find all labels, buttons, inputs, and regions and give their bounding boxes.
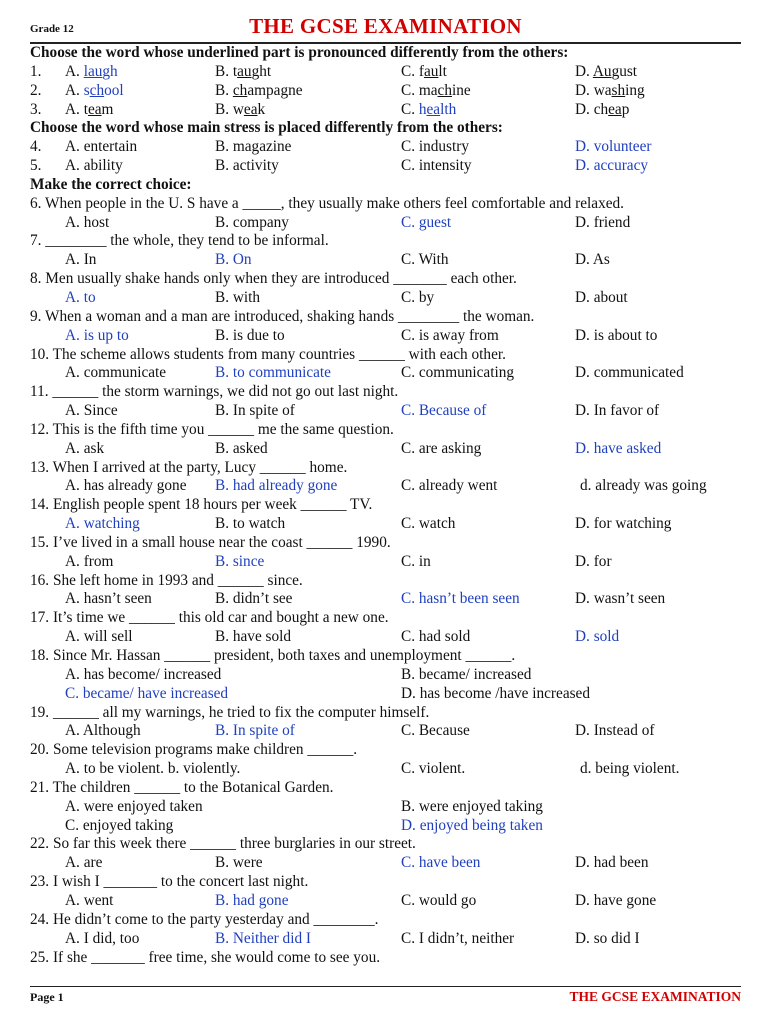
question-stem: 6. When people in the U. S have a _____, they usually make others feel comfortable and relaxed. [30,194,624,212]
option-b: B. activity [215,157,279,175]
question-stem: 21. The children ______ to the Botanical Garden. [30,778,334,796]
option-c: C. machine [401,81,471,99]
question-stem: 15. I’ve lived in a small house near the coast ______ 1990. [30,533,391,551]
option-b: B. Neither did I [215,929,312,947]
option-d: D. Instead of [575,722,655,740]
option-b: B. had gone [215,891,289,909]
question-number: 1. [30,62,42,80]
option-d: D. so did I [575,929,640,947]
options-row [30,666,741,685]
option-a: A. are [65,854,103,872]
option-d: D. accuracy [575,157,649,175]
options-row [30,930,741,949]
option-a: A. went [65,891,114,909]
option-c: C. had sold [401,628,471,646]
option-b: B. is due to [215,326,285,344]
option-c: C. Because of [401,402,487,420]
option-c: C. guest [401,213,452,231]
option-d: D. cheap [575,100,630,118]
options-row [30,685,741,704]
options-row [30,798,741,817]
option-b: B. company [215,213,289,231]
option-c: C. enjoyed taking [65,816,174,834]
question-stem: 17. It’s time we ______ this old car and bought a new one. [30,609,389,627]
page-title: THE GCSE EXAMINATION [249,14,522,38]
option-b: B. became/ increased [401,665,532,683]
option-b: B. with [215,288,261,306]
option-a: A. were enjoyed taken [65,797,203,815]
options-row [30,817,741,836]
option-b: B. were [215,854,263,872]
question-stem: 14. English people spent 18 hours per week ______ TV. [30,496,373,514]
footer-title: THE GCSE EXAMINATION [569,989,741,1004]
option-d: D. has become /have increased [401,684,591,702]
option-a: A. to be violent. b. violently. [65,760,241,778]
options-row [30,364,741,383]
section-heading-choice: Make the correct choice: [30,175,192,193]
option-d: D. wasn’t seen [575,590,666,608]
question-number: 4. [30,138,42,156]
question-stem: 8. Men usually shake hands only when they are introduced _______ each other. [30,270,517,288]
option-c: C. communicating [401,364,515,382]
option-c: C. watch [401,515,456,533]
section-heading-stress: Choose the word whose main stress is placed differently from the others: [30,119,503,137]
option-c: C. violent. [401,760,466,778]
question-stem: 18. Since Mr. Hassan ______ president, both taxes and unemployment ______. [30,647,516,664]
option-a: A. from [65,552,114,570]
question-stem: 23. I wish I _______ to the concert last night. [30,873,309,891]
option-a: A. I did, too [65,929,140,947]
option-a: A. laugh [65,62,118,80]
option-a: A. has become/ increased [65,665,222,683]
option-b: B. were enjoyed taking [401,797,543,815]
options-row [30,892,741,911]
option-d: d. being violent. [580,760,680,778]
question-stem: 19. ______ all my warnings, he tried to fix the computer himself. [30,703,430,721]
option-a: A. Although [65,722,141,740]
option-b: B. to communicate [215,364,331,382]
option-b: B. didn’t see [215,590,293,608]
question-row [30,63,741,82]
question-number: 2. [30,81,42,99]
options-row [30,722,741,741]
options-row [30,440,741,459]
option-a: A. ability [65,157,123,175]
page-footer [30,986,741,1004]
option-a: A. In [65,251,97,269]
option-c: C. are asking [401,439,482,457]
option-d: D. had been [575,854,649,872]
option-d: D. enjoyed being taken [401,816,543,834]
option-d: D. August [575,62,638,80]
question-stem: 12. This is the fifth time you ______ me the same question. [30,420,394,438]
option-c: C. I didn’t, neither [401,929,515,947]
question-stem: 25. If she _______ free time, she would come to see you. [30,948,381,966]
option-d: D. have asked [575,439,662,457]
option-a: A. hasn’t seen [65,590,152,608]
option-c: C. industry [401,138,469,156]
option-b: B. have sold [215,628,292,646]
options-row [30,327,741,346]
options-row [30,553,741,572]
option-a: A. to [65,288,96,306]
option-b: B. In spite of [215,402,295,420]
option-b: B. to watch [215,515,286,533]
option-a: A. has already gone [65,477,187,495]
option-c: C. health [401,100,457,118]
question-row [30,101,741,120]
option-b: B. In spite of [215,722,295,740]
page-number: Page 1 [30,990,64,1004]
options-row [30,402,741,421]
option-a: A. ask [65,439,105,457]
options-row [30,515,741,534]
option-c: C. is away from [401,326,499,344]
option-c: C. became/ have increased [65,684,229,702]
option-c: C. With [401,251,449,269]
option-d: d. already was going [580,477,707,495]
options-row [30,628,741,647]
question-stem: 10. The scheme allows students from many countries ______ with each other. [30,345,506,363]
option-a: A. host [65,213,110,231]
option-d: D. for watching [575,515,672,533]
question-stem: 7. ________ the whole, they tend to be informal. [30,232,329,250]
option-b: B. weak [215,100,266,118]
question-stem: 9. When a woman and a man are introduced, shaking hands ________ the woman. [30,307,535,325]
option-b: B. asked [215,439,268,457]
options-row [30,289,741,308]
option-c: C. hasn’t been seen [401,590,520,608]
option-c: C. fault [401,62,447,80]
option-d: D. for [575,552,612,570]
option-d: D. As [575,251,610,269]
section-heading-pronunciation: Choose the word whose underlined part is pronounced differently from the others: [30,44,569,61]
option-a: A. school [65,81,124,99]
option-a: A. team [65,100,114,118]
option-c: C. already went [401,477,498,495]
option-b: B. champagne [215,81,303,99]
option-d: D. washing [575,81,645,99]
option-a: A. will sell [65,628,133,646]
option-b: B. On [215,251,252,269]
question-stem: 11. ______ the storm warnings, we did not go out last night. [30,383,399,401]
option-c: C. have been [401,854,481,872]
option-c: C. by [401,288,435,306]
option-b: B. had already gone [215,477,338,495]
option-a: A. is up to [65,326,129,344]
option-d: D. volunteer [575,138,652,156]
options-row [30,214,741,233]
option-c: C. would go [401,891,477,909]
grade-label: Grade 12 [30,23,74,35]
option-b: B. since [215,552,265,570]
option-b: B. magazine [215,138,292,156]
question-stem: 24. He didn’t come to the party yesterday and ________. [30,910,379,928]
question-number: 5. [30,157,42,175]
option-b: B. taught [215,62,272,80]
option-a: A. watching [65,515,140,533]
option-d: D. is about to [575,326,658,344]
question-stem: 22. So far this week there ______ three burglaries in our street. [30,835,416,853]
options-row [30,854,741,873]
option-d: D. communicated [575,364,684,382]
question-stem: 20. Some television programs make children ______. [30,741,358,759]
option-c: C. intensity [401,157,472,175]
question-row [30,157,741,176]
option-d: D. In favor of [575,402,660,420]
option-c: C. in [401,552,431,570]
option-a: A. communicate [65,364,167,382]
question-row [30,82,741,101]
question-stem: 13. When I arrived at the party, Lucy ______ home. [30,458,348,476]
options-row [30,760,741,779]
option-a: A. Since [65,402,118,420]
options-row [30,251,741,270]
option-d: D. have gone [575,891,657,909]
question-number: 3. [30,100,42,118]
option-d: D. friend [575,213,631,231]
question-row [30,138,741,157]
page-header [30,14,741,44]
option-c: C. Because [401,722,470,740]
options-row [30,590,741,609]
option-a: A. entertain [65,138,138,156]
question-stem: 16. She left home in 1993 and ______ since. [30,571,303,589]
exam-content [30,44,741,967]
option-d: D. sold [575,628,620,646]
options-row [30,477,741,496]
option-d: D. about [575,288,628,306]
